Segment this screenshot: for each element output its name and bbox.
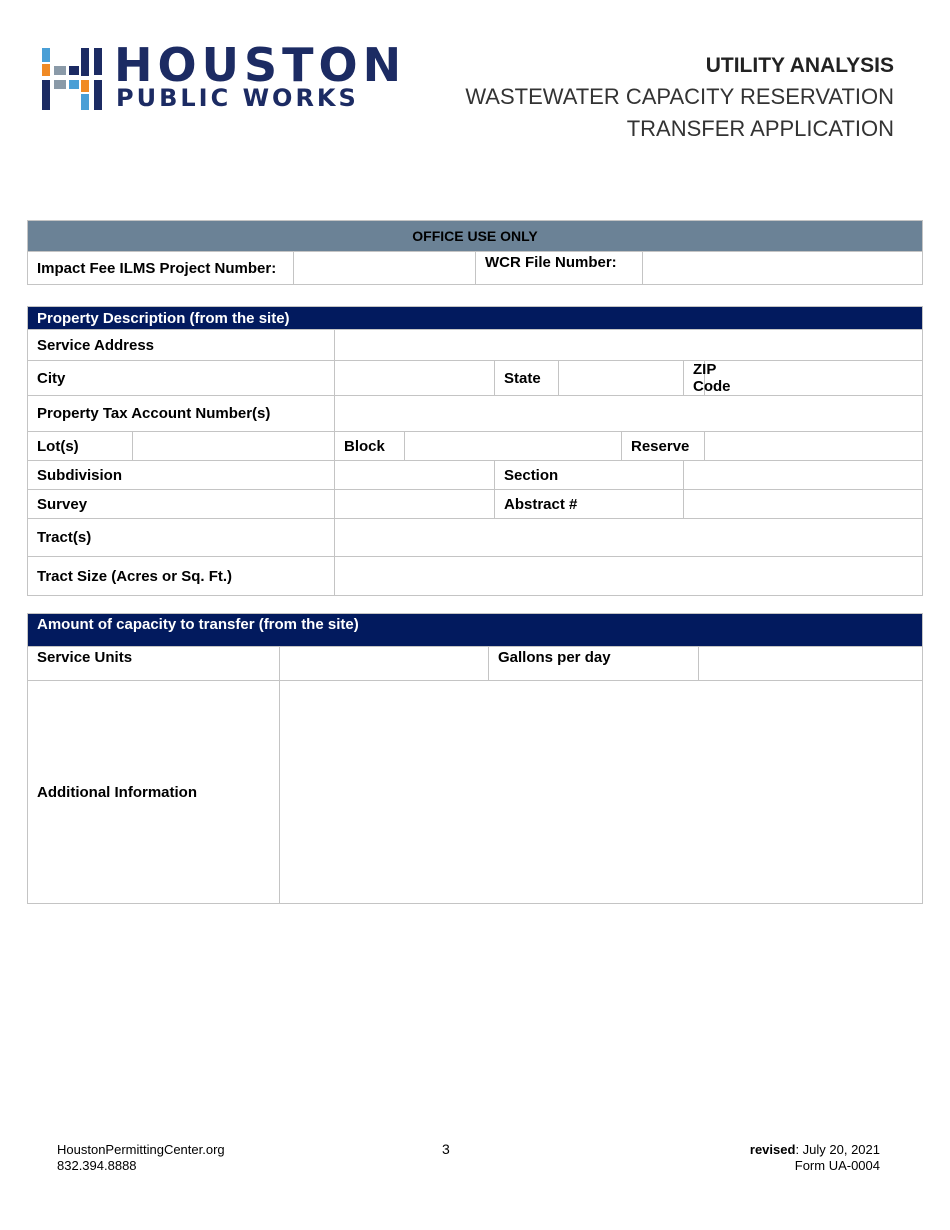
logo-mark-icon bbox=[42, 44, 106, 116]
state-field[interactable] bbox=[559, 361, 684, 396]
capacity-transfer-table bbox=[27, 613, 923, 904]
lots-field[interactable] bbox=[133, 432, 335, 461]
lots-label: Lot(s) bbox=[28, 432, 133, 461]
survey-field[interactable] bbox=[335, 490, 495, 519]
abstract-label: Abstract # bbox=[495, 490, 684, 519]
city-field[interactable] bbox=[335, 361, 495, 396]
document-title: UTILITY ANALYSIS bbox=[705, 54, 894, 77]
service-units-label: Service Units bbox=[28, 647, 280, 681]
wcr-file-field[interactable] bbox=[643, 252, 923, 285]
section-field[interactable] bbox=[684, 461, 923, 490]
revised-label: revised bbox=[749, 1142, 796, 1157]
reserve-label: Reserve bbox=[622, 432, 705, 461]
project-number-label: Impact Fee ILMS Project Number: bbox=[28, 252, 294, 285]
form-number: Form UA-0004 bbox=[794, 1158, 880, 1173]
block-label: Block bbox=[335, 432, 405, 461]
service-units-field[interactable] bbox=[280, 647, 489, 681]
logo-text-houston: HOUSTON bbox=[114, 38, 407, 92]
tract-size-label: Tract Size (Acres or Sq. Ft.) bbox=[28, 557, 335, 596]
service-address-field[interactable] bbox=[335, 330, 923, 361]
survey-label: Survey bbox=[28, 490, 335, 519]
block-field[interactable] bbox=[405, 432, 622, 461]
office-use-table bbox=[27, 220, 923, 285]
property-description-header: Property Description (from the site) bbox=[28, 307, 923, 330]
office-use-header: OFFICE USE ONLY bbox=[28, 221, 923, 252]
revised-date: : July 20, 2021 bbox=[795, 1142, 880, 1157]
footer-phone: 832.394.8888 bbox=[57, 1158, 137, 1173]
state-label: State bbox=[495, 361, 559, 396]
document-title-block bbox=[465, 54, 894, 142]
additional-info-field[interactable] bbox=[280, 681, 923, 904]
tracts-label: Tract(s) bbox=[28, 519, 335, 557]
capacity-transfer-header: Amount of capacity to transfer (from the site) bbox=[28, 614, 923, 647]
zip-code-label: ZIP Code bbox=[684, 361, 705, 396]
footer-contact bbox=[57, 1142, 225, 1174]
project-number-field[interactable] bbox=[294, 252, 476, 285]
document-subtitle-line1: WASTEWATER CAPACITY RESERVATION bbox=[465, 84, 894, 109]
subdivision-label: Subdivision bbox=[28, 461, 335, 490]
wcr-file-label: WCR File Number: bbox=[476, 252, 643, 285]
footer-revision bbox=[750, 1142, 880, 1174]
section-label: Section bbox=[495, 461, 684, 490]
gallons-per-day-label: Gallons per day bbox=[489, 647, 699, 681]
document-subtitle-line2: TRANSFER APPLICATION bbox=[626, 116, 894, 141]
tracts-field[interactable] bbox=[335, 519, 923, 557]
service-address-label: Service Address bbox=[28, 330, 335, 361]
abstract-field[interactable] bbox=[684, 490, 923, 519]
page-number: 3 bbox=[442, 1141, 450, 1157]
houston-public-works-logo bbox=[42, 38, 407, 116]
zip-code-field[interactable] bbox=[705, 361, 923, 396]
city-label: City bbox=[28, 361, 335, 396]
gallons-per-day-field[interactable] bbox=[699, 647, 923, 681]
tract-size-field[interactable] bbox=[335, 557, 923, 596]
additional-info-label: Additional Information bbox=[28, 681, 280, 904]
reserve-field[interactable] bbox=[705, 432, 923, 461]
tax-account-field[interactable] bbox=[335, 396, 923, 432]
footer-website-link[interactable]: HoustonPermittingCenter.org bbox=[57, 1142, 225, 1157]
logo-text-public-works: PUBLIC WORKS bbox=[116, 84, 359, 112]
subdivision-field[interactable] bbox=[335, 461, 495, 490]
property-description-table bbox=[27, 306, 923, 596]
tax-account-label: Property Tax Account Number(s) bbox=[28, 396, 335, 432]
